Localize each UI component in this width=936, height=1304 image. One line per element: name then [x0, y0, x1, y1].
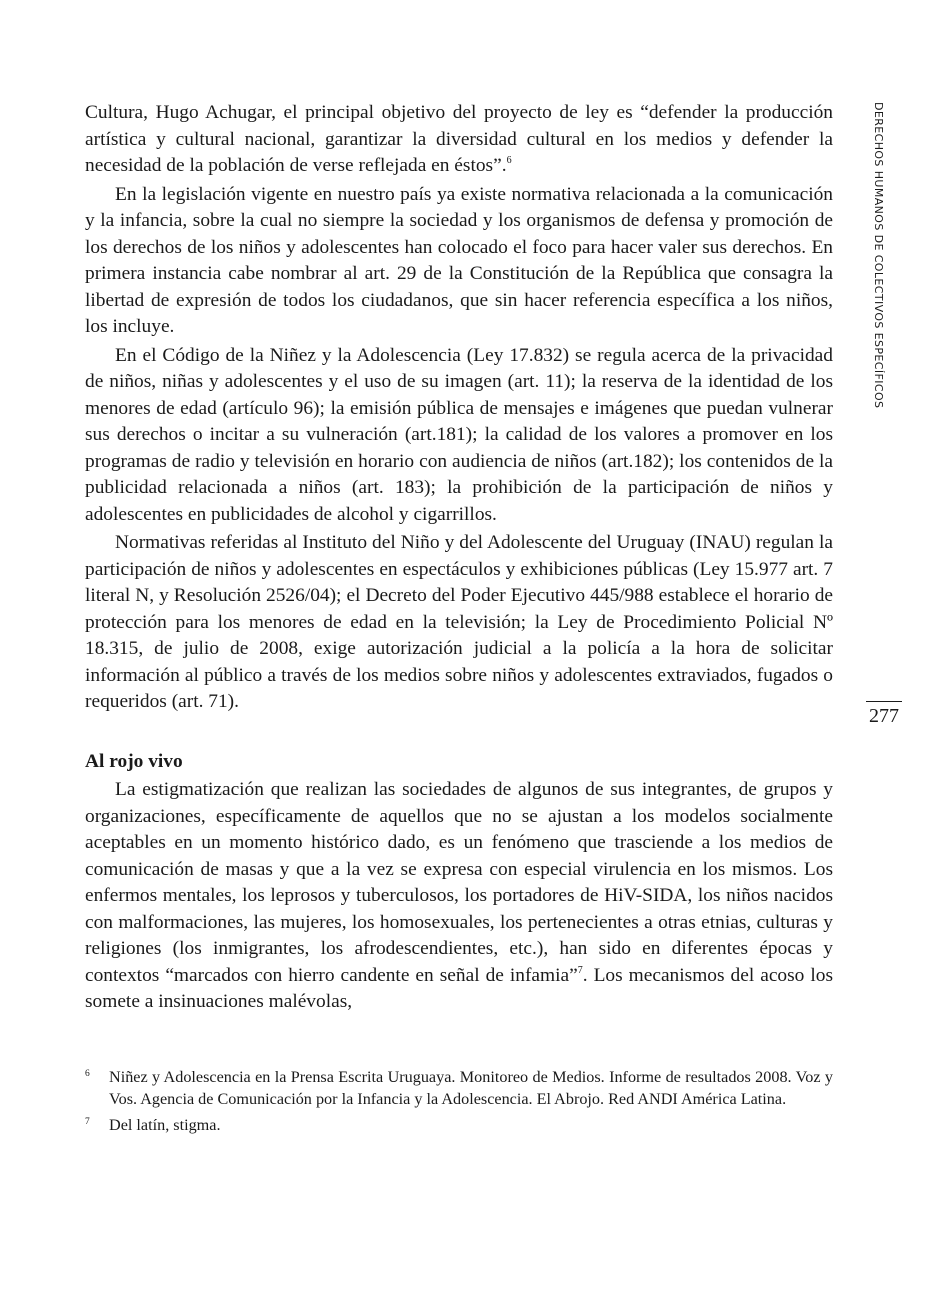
page-number: 277 — [869, 705, 899, 727]
footnote-number: 7 — [85, 1117, 90, 1127]
footnote-ref-6: 6 — [506, 155, 512, 166]
section-paragraph-text: La estigmatización que realizan las sociedades de algunos de sus integrantes, de grupos y organizaciones, específicamente de aquellos que no se ajustan a los modelos socialmente aceptables en un momento histórico dado, es un fenómeno que trasciende a los medios de comunicación de masas y que a la vez se expresa con especial virulencia en los mismos. Los enfermos mentales, los leprosos y tuberculosos, los portadores de HiV-SIDA, los niños nacidos con malformaciones, las mujeres, los homosexuales, los pertenecientes a otras etnias, culturas y religiones (los inmigrantes, los afrodescendientes, etc.), han sido en diferentes épocas y contextos “marcados con hierro candente en señal de infamia” — [85, 779, 833, 986]
running-head — [872, 102, 886, 437]
running-head-text: DERECHOS HUMANOS DE COLECTIVOS ESPECÍFICOS — [872, 102, 885, 409]
paragraph-4: Normativas referidas al Instituto del Niño y del Adolescente del Uruguay (INAU) regulan la participación de niños y adolescentes en espectáculos y exhibiciones públicas (Ley 15.977 art. 7 literal N, y Resolución 2526/04); el Decreto del Poder Ejecutivo 445/988 establece el horario de protección para los menores de edad en la televisión; la Ley de Procedimiento Policial Nº 18.315, de julio de 2008, exige autorización judicial a la policía a la hora de solicitar información al público a través de los medios sobre niños y adolescentes extraviados, fugados o requeridos (art. 71). — [85, 532, 833, 712]
paragraph-1 — [85, 100, 833, 180]
body-text — [85, 100, 833, 1018]
section-paragraph-tail: . Los mecanismos del acoso los somete a insinuaciones malévolas, — [85, 964, 833, 1012]
page-number-rule — [866, 701, 902, 702]
section-heading: Al rojo vivo — [85, 750, 183, 772]
footnote-number: 6 — [85, 1069, 90, 1079]
paragraph-3: En el Código de la Niñez y la Adolescencia (Ley 17.832) se regula acerca de la privacidad de niños, niñas y adolescentes y el uso de su imagen (art. 11); la reserva de la identidad de los menores de edad (artículo 96); la emisión pública de mensajes e imágenes que puedan vulnerar sus derechos o incitar a su vulneración (art.181); la calidad de los valores a promover en los programas de radio y televisión en horario con audiencia de niños (art.182); los contenidos de la publicidad relacionada a niños (art. 183); la prohibición de la participación de niños y adolescentes en publicidades de alcohol y cigarrillos. — [85, 344, 833, 525]
footnote — [85, 1066, 833, 1110]
footnote-ref-7: 7 — [577, 964, 583, 976]
footnote — [85, 1114, 833, 1136]
footnotes — [85, 1066, 833, 1140]
paragraph-1-text: Cultura, Hugo Achugar, el principal objetivo del proyecto de ley es “defender la producción artística y cultural nacional, garantizar la diversidad cultural en los medios y defender la necesidad de la población de verse reflejada en éstos”. — [85, 102, 833, 176]
footnote-text: Del latín, stigma. — [109, 1116, 221, 1134]
paragraph-2: En la legislación vigente en nuestro país ya existe normativa relacionada a la comunicación y la infancia, sobre la cual no siempre la sociedad y los organismos de defensa y promoción de los derechos de los niños y adolescentes han colocado el foco para hacer valer sus derechos. En primera instancia cabe nombrar al art. 29 de la Constitución de la República que consagra la libertad de expresión de todos los ciudadanos, que sin hacer referencia específica a los niños, los incluye. — [85, 183, 833, 337]
section-paragraph — [85, 777, 833, 1016]
footnote-text: Niñez y Adolescencia en la Prensa Escrita Uruguaya. Monitoreo de Medios. Informe de resultados 2008. Voz y Vos. Agencia de Comunicación por la Infancia y la Adolescencia. El Abrojo. Red ANDI América Latina. — [109, 1068, 833, 1108]
